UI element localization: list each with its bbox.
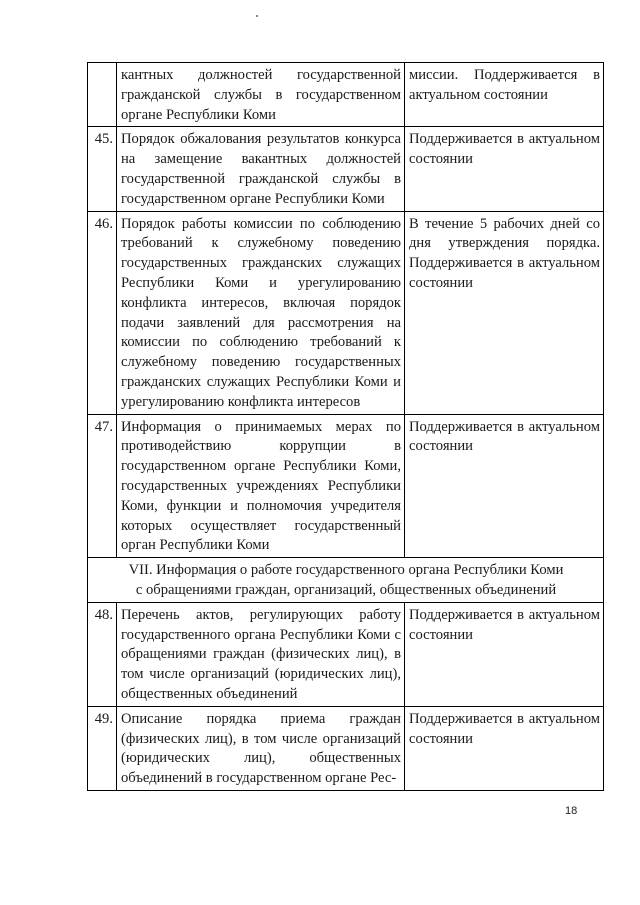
row-description: Перечень актов, регулирующих работу государственного органа Республики Коми с обращениями граждан (физических лиц), в том числе организаций (юридических лиц), общественных объединений (117, 602, 405, 706)
row-description: Информация о принимаемых мерах по противодействию коррупции в государственном органе Республики Коми, государственных учреждениях Республики Коми, функции и полномочия учредителя которых осуществляет государственный орган Республики Коми (117, 414, 405, 558)
row-status: Поддерживается в актуальном состоянии (405, 414, 604, 558)
row-status: миссии. Поддерживается в актуальном состоянии (405, 63, 604, 127)
table-row (88, 602, 604, 706)
row-number: 47. (88, 414, 117, 558)
row-number (88, 63, 117, 127)
page-number: 18 (565, 805, 578, 817)
row-status: В течение 5 рабочих дней со дня утверждения порядка. Поддерживается в актуальном состоянии (405, 211, 604, 414)
row-number: 49. (88, 706, 117, 790)
row-status: Поддерживается в актуальном состоянии (405, 602, 604, 706)
row-description: Порядок работы комиссии по соблюдению требований к служебному поведению государственных гражданских служащих Республики Коми и урегулированию конфликта интересов, включая порядок подачи заявлений для рассмотрения на комиссии по соблюдению требований к служебному поведению государственных гражданских служащих Республики Коми и урегулированию конфликта интересов (117, 211, 405, 414)
section-heading-line-2: с обращениями граждан, организаций, общественных объединений (135, 581, 557, 598)
table-row (88, 706, 604, 790)
row-description: Описание порядка приема граждан (физических лиц), в том числе организаций (юридических лиц), общественных объединений в государственном органе Рес- (117, 706, 405, 790)
document-table (87, 62, 604, 791)
row-number: 46. (88, 211, 117, 414)
section-heading (88, 558, 604, 603)
row-status: Поддерживается в актуальном состоянии (405, 127, 604, 211)
row-description: кантных должностей государственной гражданской службы в государственном органе Республики Коми (117, 63, 405, 127)
row-number: 48. (88, 602, 117, 706)
row-number: 45. (88, 127, 117, 211)
table-row (88, 414, 604, 558)
table-row (88, 211, 604, 414)
section-heading-row (88, 558, 604, 603)
section-heading-line-1: VII. Информация о работе государственного органа Республики Коми (128, 562, 564, 579)
table-row (88, 63, 604, 127)
scan-mark (256, 15, 258, 17)
row-description: Порядок обжалования результатов конкурса на замещение вакантных должностей государственной гражданской службы в государственном органе Республики Коми (117, 127, 405, 211)
row-status: Поддерживается в актуальном состоянии (405, 706, 604, 790)
table-row (88, 127, 604, 211)
